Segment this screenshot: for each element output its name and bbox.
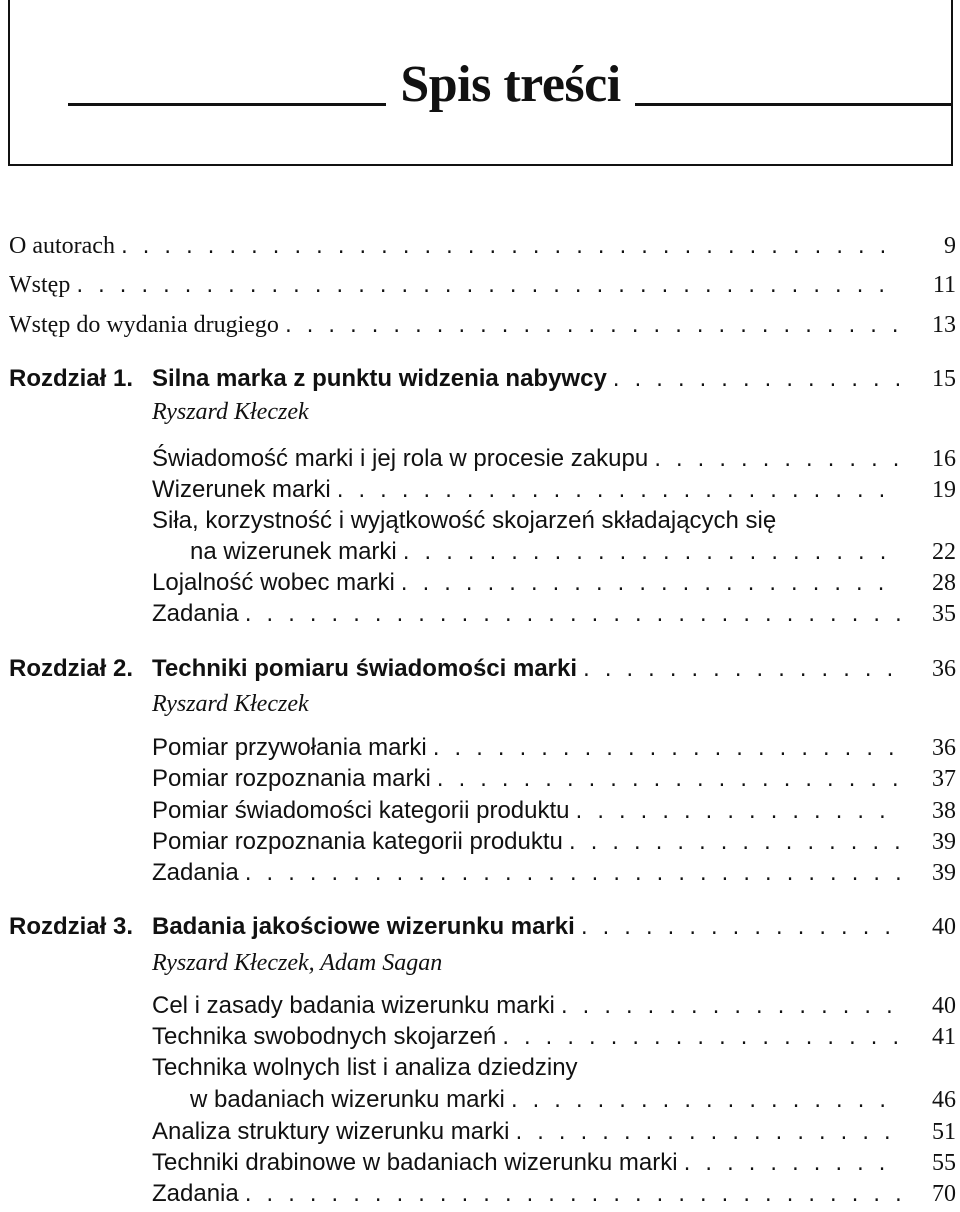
leader-dots — [335, 476, 900, 508]
leader-dots — [283, 311, 900, 343]
section-entry[interactable] — [0, 474, 960, 506]
chapter-author-row — [0, 688, 960, 720]
toc-entry[interactable] — [0, 269, 960, 301]
chapter-heading[interactable] — [0, 363, 960, 395]
section-entry[interactable] — [0, 567, 960, 599]
leader-dots — [243, 859, 900, 891]
leader-dots — [652, 445, 900, 477]
chapter-author: Ryszard Kłeczek — [152, 399, 309, 425]
leader-dots — [581, 655, 900, 687]
section-entry[interactable] — [0, 826, 960, 858]
chapter-heading[interactable] — [0, 911, 960, 943]
section-label: Zadania — [152, 1180, 239, 1207]
leader-dots — [567, 828, 900, 860]
section-page: 37 — [932, 766, 956, 792]
leader-dots — [401, 538, 900, 570]
section-page: 36 — [932, 735, 956, 761]
section-label: Cel i zasady badania wizerunku marki — [152, 992, 555, 1019]
section-label: Technika wolnych list i analiza dziedziny — [152, 1054, 578, 1081]
section-label: Zadania — [152, 859, 239, 886]
chapter-author: Ryszard Kłeczek, Adam Sagan — [152, 950, 443, 976]
section-label: Analiza struktury wizerunku marki — [152, 1118, 510, 1145]
entry-label: O autorach — [9, 233, 115, 259]
toc-entry[interactable] — [0, 230, 960, 262]
chapter-title: Silna marka z punktu widzenia nabywcy — [152, 365, 607, 392]
section-page: 35 — [932, 601, 956, 627]
entry-page: 11 — [932, 272, 956, 298]
section-page: 39 — [932, 860, 956, 886]
section-entry[interactable] — [0, 1021, 960, 1053]
chapter-page: 40 — [932, 914, 956, 940]
leader-dots — [682, 1149, 900, 1181]
section-label: Zadania — [152, 600, 239, 627]
section-label-continued: na wizerunek marki — [190, 538, 397, 565]
section-label: Wizerunek marki — [152, 476, 331, 503]
leader-dots — [559, 992, 900, 1024]
section-page: 40 — [932, 993, 956, 1019]
entry-page: 13 — [932, 312, 956, 338]
section-entry-first-line[interactable] — [0, 505, 960, 537]
section-label: Lojalność wobec marki — [152, 569, 395, 596]
toc-entry[interactable] — [0, 309, 960, 341]
leader-dots — [509, 1086, 900, 1118]
section-page: 41 — [932, 1024, 956, 1050]
section-label: Siła, korzystność i wyjątkowość skojarzeń składających się — [152, 507, 777, 534]
leader-dots — [435, 765, 900, 797]
section-page: 28 — [932, 570, 956, 596]
section-entry[interactable] — [0, 732, 960, 764]
chapter-author: Ryszard Kłeczek — [152, 691, 309, 717]
chapter-title: Techniki pomiaru świadomości marki — [152, 655, 578, 682]
entry-label: Wstęp do wydania drugiego — [9, 312, 279, 338]
page-title: Spis treści — [400, 56, 621, 113]
section-entry[interactable] — [0, 795, 960, 827]
chapter-heading[interactable] — [0, 653, 960, 685]
section-page: 16 — [932, 446, 956, 472]
section-entry[interactable] — [0, 536, 960, 568]
leader-dots — [243, 1180, 900, 1212]
section-label: Świadomość marki i jej rola w procesie zakupu — [152, 445, 649, 472]
leader-dots — [74, 271, 900, 303]
leader-dots — [513, 1118, 900, 1150]
section-entry[interactable] — [0, 1178, 960, 1210]
chapter-number: Rozdział 2. — [9, 655, 134, 682]
leader-dots — [574, 797, 900, 829]
section-page: 46 — [932, 1087, 956, 1113]
section-entry[interactable] — [0, 1084, 960, 1116]
section-page: 22 — [932, 539, 956, 565]
section-label: Techniki drabinowe w badaniach wizerunku marki — [152, 1149, 678, 1176]
section-entry[interactable] — [0, 598, 960, 630]
chapter-author-row — [0, 396, 960, 428]
section-entry[interactable] — [0, 443, 960, 475]
section-label: Pomiar przywołania marki — [152, 734, 427, 761]
section-page: 38 — [932, 798, 956, 824]
leader-dots — [399, 569, 900, 601]
section-label-continued: w badaniach wizerunku marki — [190, 1086, 505, 1113]
entry-label: Wstęp — [9, 272, 71, 298]
section-entry[interactable] — [0, 763, 960, 795]
chapter-title: Badania jakościowe wizerunku marki — [152, 913, 575, 940]
section-label: Pomiar rozpoznania marki — [152, 765, 431, 792]
section-entry[interactable] — [0, 857, 960, 889]
section-entry[interactable] — [0, 990, 960, 1022]
chapter-number: Rozdział 3. — [9, 913, 134, 940]
section-label: Technika swobodnych skojarzeń — [152, 1023, 497, 1050]
section-entry[interactable] — [0, 1116, 960, 1148]
chapter-page: 36 — [932, 656, 956, 682]
leader-dots — [119, 232, 900, 264]
section-page: 70 — [932, 1181, 956, 1207]
leader-dots — [243, 600, 900, 632]
leader-dots — [579, 913, 900, 945]
section-page: 51 — [932, 1119, 956, 1145]
leader-dots — [500, 1023, 900, 1055]
section-page: 39 — [932, 829, 956, 855]
chapter-number: Rozdział 1. — [9, 365, 134, 392]
chapter-page: 15 — [932, 366, 956, 392]
leader-dots — [431, 734, 900, 766]
section-label: Pomiar rozpoznania kategorii produktu — [152, 828, 563, 855]
section-entry[interactable] — [0, 1147, 960, 1179]
entry-page: 9 — [944, 233, 956, 259]
section-label: Pomiar świadomości kategorii produktu — [152, 797, 570, 824]
chapter-author-row — [0, 947, 960, 979]
section-entry-first-line[interactable] — [0, 1052, 960, 1084]
section-page: 55 — [932, 1150, 956, 1176]
section-page: 19 — [932, 477, 956, 503]
leader-dots — [611, 365, 900, 397]
